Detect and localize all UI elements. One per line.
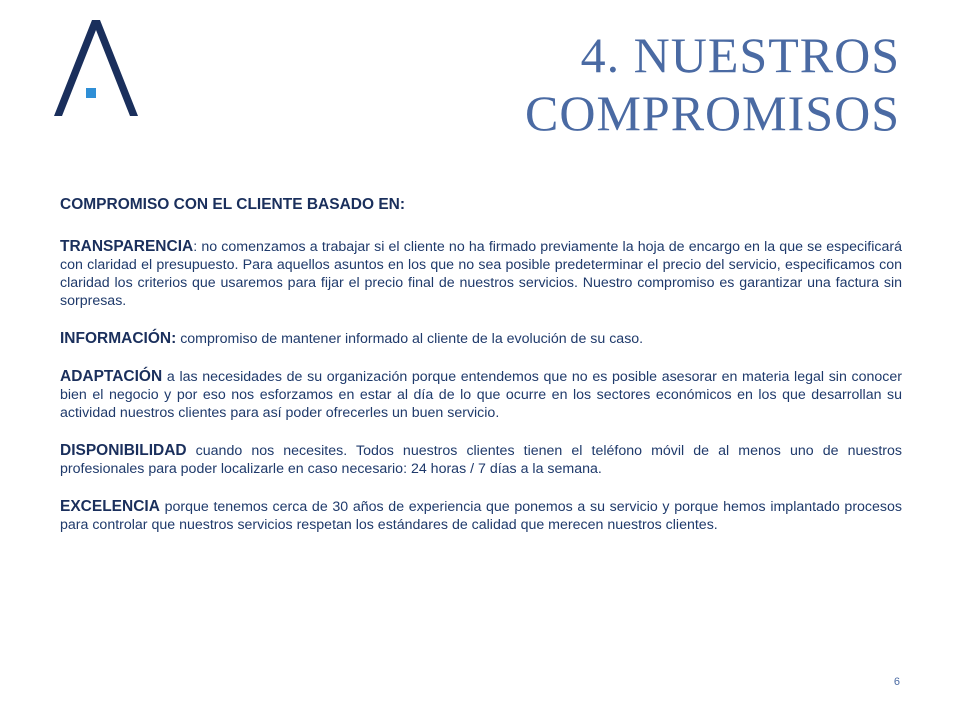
page-number: 6 xyxy=(893,676,900,688)
commitment-keyword: TRANSPARENCIA xyxy=(60,238,194,255)
commitment-text: cuando nos necesites. Todos nuestros clientes tienen el teléfono móvil de al menos uno de nuestros profesionales para poder localizarle en caso necesario: 24 horas / 7 días a la semana. xyxy=(60,443,902,477)
slide-title-line-2: COMPROMISOS xyxy=(524,85,900,141)
commitment-text: : no comenzamos a trabajar si el cliente no ha firmado previamente la hoja de encargo en la que se especificará con claridad el presupuesto. Para aquellos asuntos en los que no sea posible predeterminar el precio del servicio, especificamos con claridad los criterios que usaremos para fijar el precio final de nuestros servicios. Nuestro compromiso es garantizar una factura sin sorpresas. xyxy=(60,239,902,309)
commitment-transparency xyxy=(60,238,902,310)
letter-a-logo-icon xyxy=(50,18,142,118)
commitment-keyword: EXCELENCIA xyxy=(60,498,160,515)
commitment-keyword: DISPONIBILIDAD xyxy=(60,442,187,459)
commitment-adaptation xyxy=(60,368,902,422)
commitment-keyword: ADAPTACIÓN xyxy=(60,368,163,385)
commitment-text: a las necesidades de su organización porque entendemos que no es posible asesorar en materia legal sin conocer bien el negocio y por eso nos esforzamos en estar al día de lo que ocurre en los sectores económicos en los que desarrollan su actividad nuestros clientes para así poder ofrecerles un buen servicio. xyxy=(60,369,902,421)
commitment-text: compromiso de mantener informado al cliente de la evolución de su caso. xyxy=(176,331,644,347)
slide-title-line-1: 4. NUESTROS xyxy=(580,27,900,83)
slide-title xyxy=(525,26,900,142)
commitment-availability xyxy=(60,442,902,478)
commitment-keyword: INFORMACIÓN: xyxy=(60,330,177,347)
slide-content xyxy=(60,196,902,554)
commitment-information xyxy=(60,330,902,348)
section-heading: COMPROMISO CON EL CLIENTE BASADO EN: xyxy=(60,196,406,213)
commitment-excellence xyxy=(60,498,902,534)
commitment-text: porque tenemos cerca de 30 años de experiencia que ponemos a su servicio y porque hemos implantado procesos para controlar que nuestros servicios respetan los estándares de calidad que merecen nuestros clientes. xyxy=(60,499,902,533)
